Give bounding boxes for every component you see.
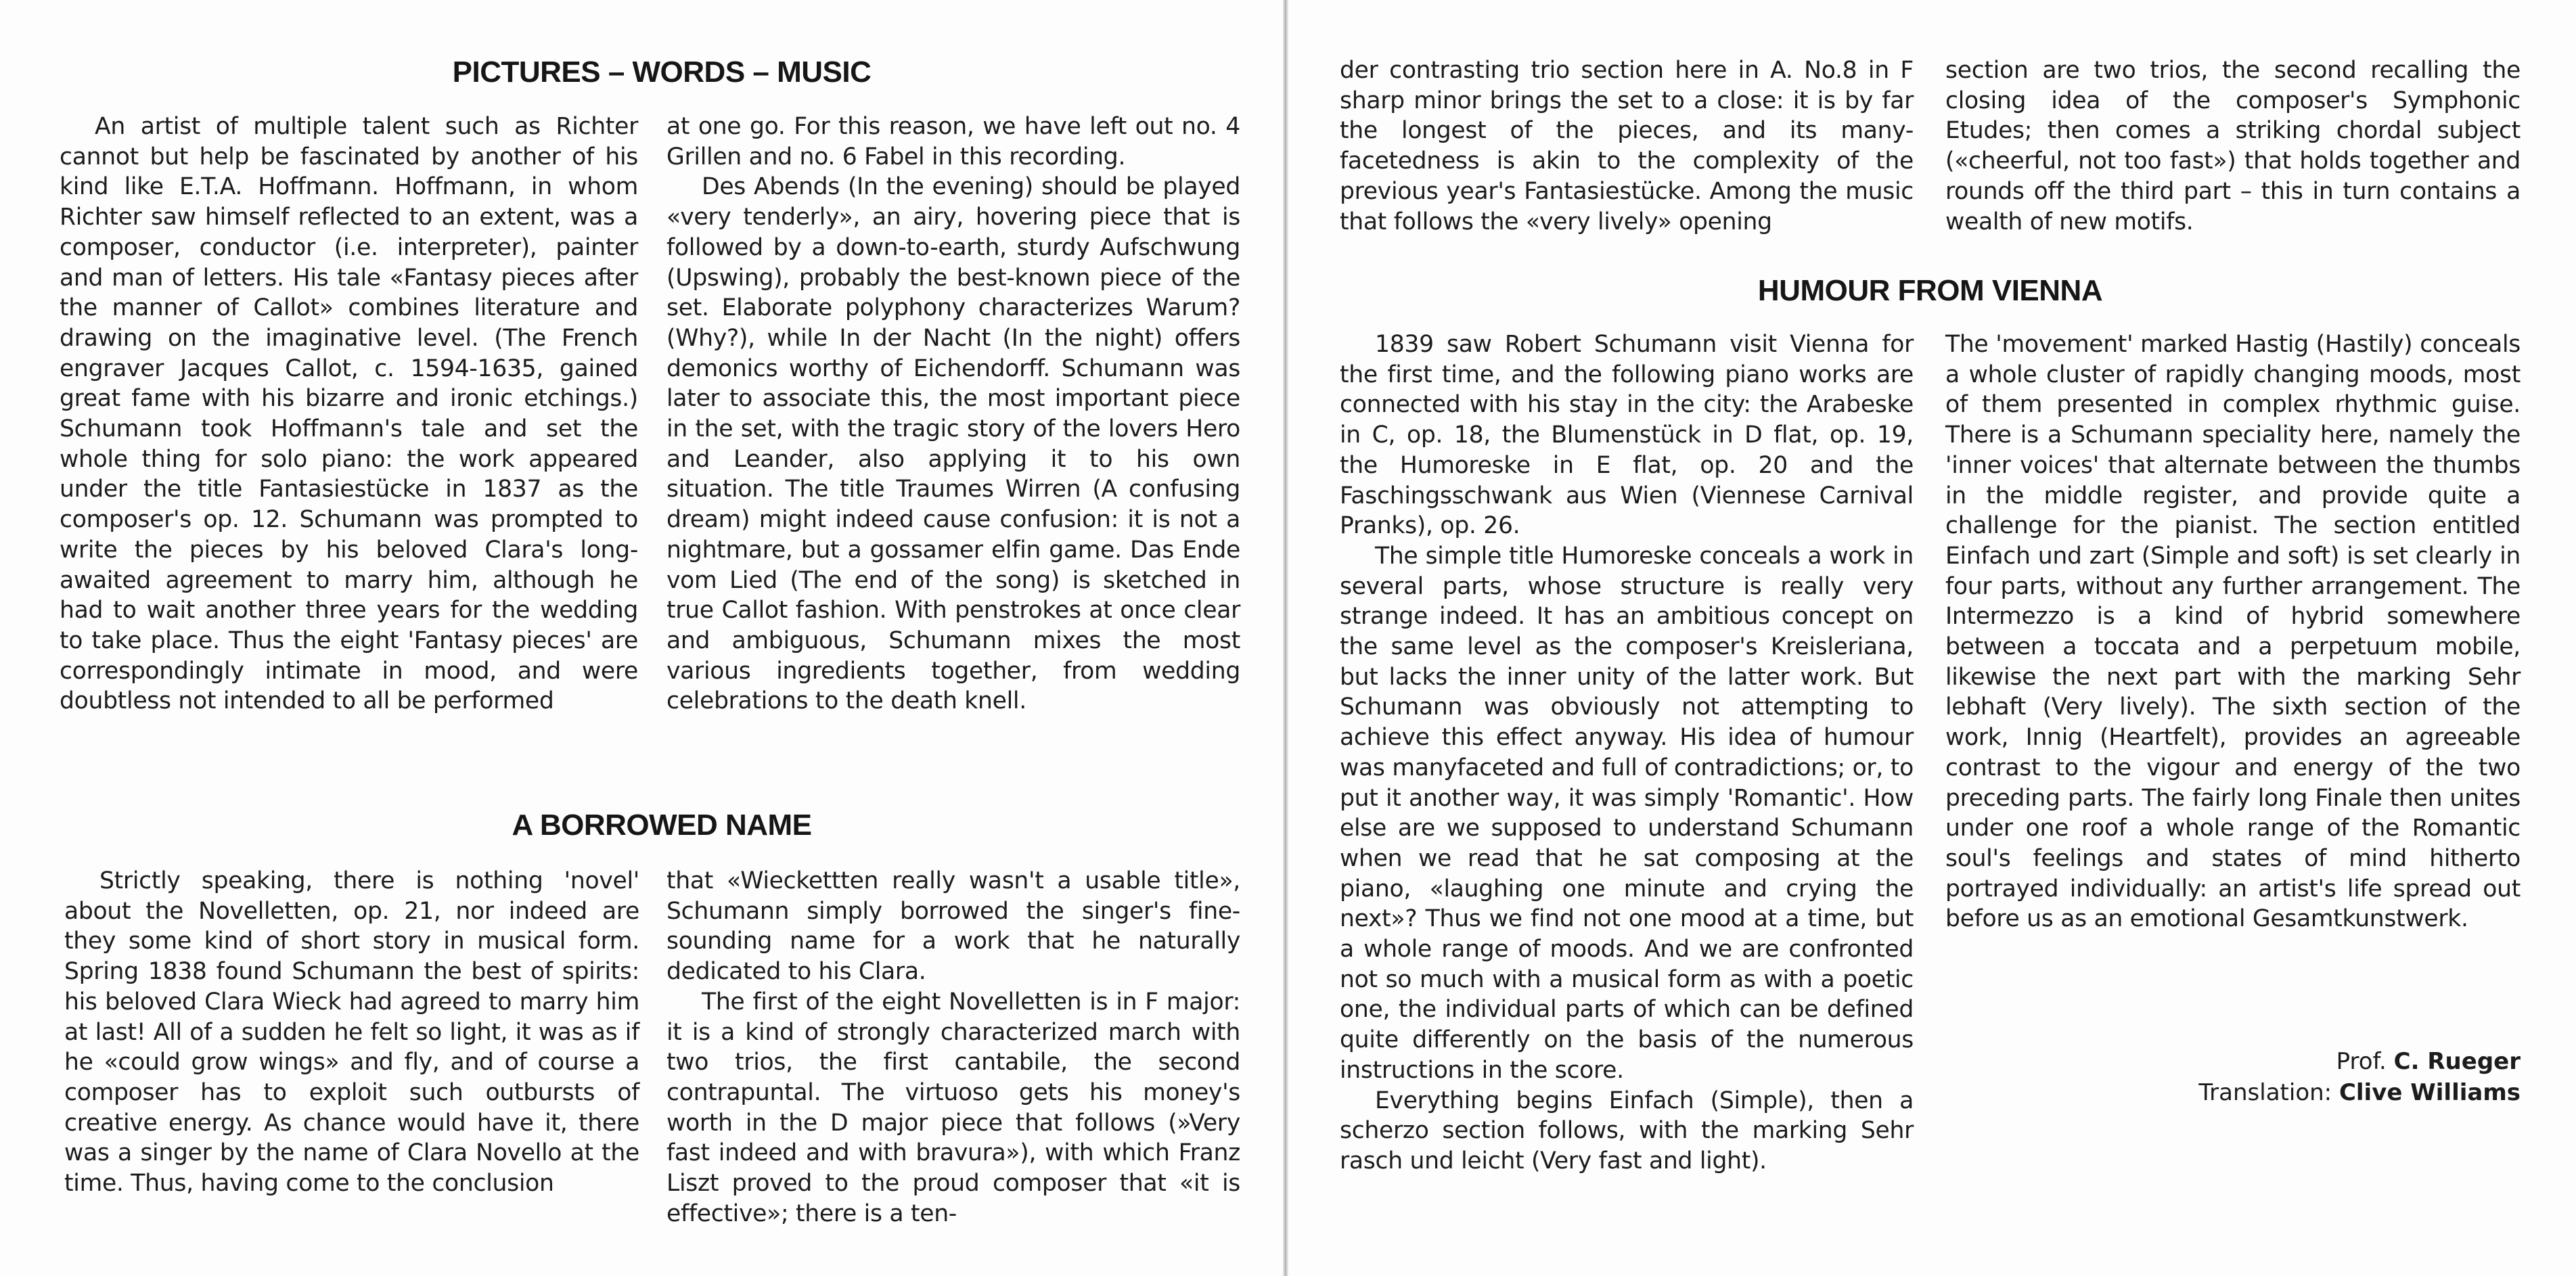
- heading-humour-from-vienna: HUMOUR FROM VIENNA: [1757, 274, 2103, 307]
- right-top-col1: [1340, 55, 1914, 237]
- paragraph: Everything begins Einfach (Simple), then a scherzo section follows, with the marking Sehr rasch und leicht (Very fast and light).: [1340, 1087, 1914, 1175]
- paragraph: The first of the eight Novelletten is in F major: it is a kind of strongly characterized march with two trios, the first cantabile, the second contrapuntal. The virtuoso gets his money's worth in the D major piece that follows (»Very fast indeed and with bravura»), with which Franz Liszt proved to the proud composer that «it is effective»; there is a ten-: [666, 988, 1240, 1227]
- translation-line: [2198, 1077, 2521, 1108]
- right-section3-col2: [1945, 329, 2521, 934]
- paragraph: 1839 saw Robert Schumann visit Vienna for the first time, and the following piano works are connected with his stay in the city: the Arabeske in C, op. 18, the Blumenstück in D flat, op. 19, the Humoreske in E flat, op. 20 and the Faschingsschwank aus Wien (Viennese Carnival Pranks), op. 26.: [1340, 331, 1914, 540]
- author-name: C. Rueger: [2393, 1048, 2521, 1075]
- translation-prefix: Translation:: [2198, 1079, 2332, 1106]
- translator-name: Clive Williams: [2338, 1079, 2521, 1106]
- paragraph: that «Wieckettten really wasn't a usable title», Schumann simply borrowed the singer's fine-sounding name for a work that he naturally dedicated to his Clara.: [666, 867, 1240, 986]
- left-section1-col2: [666, 112, 1240, 716]
- heading-pictures-words-music: PICTURES – WORDS – MUSIC: [452, 55, 872, 89]
- left-section1-col1: [60, 112, 638, 716]
- left-section2-col1: [64, 866, 639, 1199]
- paragraph: Strictly speaking, there is nothing 'novel' about the Novelletten, op. 21, nor indeed are they some kind of short story in musical form. Spring 1838 found Schumann the best of spirits: his beloved Clara Wieck had agreed to marry him at last! All of a sudden he felt so light, it was as if he «could grow wings» and fly, and of course a composer has to exploit such outbursts of creative energy. As chance would have it, there was a singer by the name of Clara Novello at the time. Thus, having come to the conclusion: [64, 867, 639, 1198]
- paragraph: section are two trios, the second recalling the closing idea of the composer's Symphonic Etudes; then comes a striking chordal subject («cheerful, not too fast») that holds together and rounds off the third part – this in turn contains a wealth of new motifs.: [1945, 57, 2521, 235]
- paragraph: An artist of multiple talent such as Richter cannot but help be fascinated by another of his kind like E.T.A. Hoffmann. Hoffmann, in whom Richter saw himself reflected to an extent, was a composer, conductor (i.e. interpreter), painter and man of letters. His tale «Fantasy pieces after the manner of Callot» combines literature and drawing on the imaginative level. (The French engraver Jacques Callot, c. 1594-1635, gained great fame with his bizarre and ironic etchings.) Schumann took Hoffmann's tale and set the whole thing for solo piano: the work appeared under the title Fantasiestücke in 1837 as the composer's op. 12. Schumann was prompted to write the pieces by his beloved Clara's long-awaited agreement to marry him, although he had to wait another three years for the wedding to take place. Thus the eight 'Fantasy pieces' are correspondingly intimate in mood, and were doubtless not intended to all be performed: [60, 113, 638, 715]
- paragraph: at one go. For this reason, we have left out no. 4 Grillen and no. 6 Fabel in this recording.: [666, 113, 1240, 170]
- paragraph: der contrasting trio section here in A. No.8 in F sharp minor brings the set to a close: it is by far the longest of the pieces, and its many-facetedness is akin to the complexity of the previous year's Fantasiestücke. Among the music that follows the «very lively» opening: [1340, 57, 1914, 235]
- right-section3-col1: [1340, 329, 1914, 1177]
- heading-a-borrowed-name: A BORROWED NAME: [512, 808, 812, 842]
- right-top-col2: [1945, 55, 2521, 237]
- paragraph: Des Abends (In the evening) should be played «very tenderly», an airy, hovering piece that is followed by a down-to-earth, sturdy Aufschwung (Upswing), probably the best-known piece of the set. Elaborate polyphony characterizes Warum? (Why?), while In der Nacht (In the night) offers demonics worthy of Eichendorff. Schumann was later to associate this, the most important piece in the set, with the tragic story of the lovers Hero and Leander, also applying it to his own situation. The title Traumes Wirren (A confusing dream) might indeed cause confusion: it is not a nightmare, but a gossamer elfin game. Das Ende vom Lied (The end of the song) is sketched in true Callot fashion. With penstrokes at once clear and ambiguous, Schumann mixes the most various ingredients together, from wedding celebrations to the death knell.: [666, 173, 1240, 715]
- author-line: [2198, 1046, 2521, 1077]
- author-prefix: Prof.: [2336, 1048, 2387, 1075]
- credits: [2198, 1046, 2521, 1108]
- paragraph: The simple title Humoreske conceals a work in several parts, whose structure is really very strange indeed. It has an ambitious concept on the same level as the composer's Kreisleriana, but lacks the inner unity of the latter work. But Schumann was obviously not attempting to achieve this effect anyway. His idea of humour was manyfaceted and full of contradictions; or, to put it another way, it was simply 'Romantic'. How else are we supposed to understand Schumann when we read that he sat composing at the piano, «laughing one minute and crying the next»? Thus we find not one mood at a time, but a whole range of moods. And we are confronted not so much with a musical form as with a poetic one, the individual parts of which can be defined quite differently on the basis of the numerous instructions in the score.: [1340, 542, 1914, 1084]
- left-section2-col2: [666, 866, 1240, 1229]
- booklet-spine: [1283, 0, 1288, 1276]
- paragraph: The 'movement' marked Hastig (Hastily) conceals a whole cluster of rapidly changing moods, most of them presented in complex rhythmic guise. There is a Schumann speciality here, namely the 'inner voices' that alternate between the thumbs in the middle register, and provide quite a challenge for the pianist. The section entitled Einfach und zart (Simple and soft) is set clearly in four parts, without any further arrangement. The Intermezzo is a kind of hybrid somewhere between a toccata and a perpetuum mobile, likewise the next part with the marking Sehr lebhaft (Very lively). The sixth section of the work, Innig (Heartfelt), provides an agreeable contrast to the vigour and energy of the two preceding parts. The fairly long Finale then unites under one roof a whole range of the Romantic soul's feelings and states of mind hitherto portrayed individually: an artist's life spread out before us as an emotional Gesamtkunstwerk.: [1945, 331, 2521, 933]
